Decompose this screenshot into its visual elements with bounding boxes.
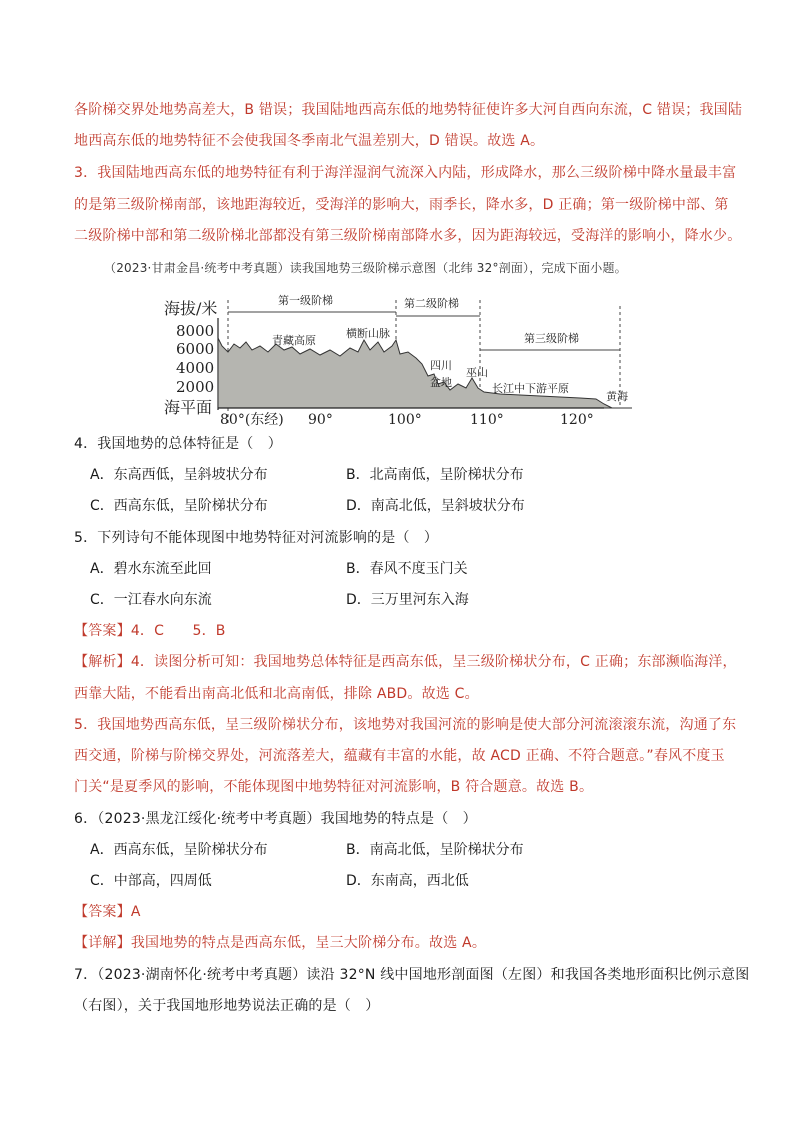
analysis-line: 西靠大陆，不能看出南高北低和北高南低，排除 ABD。故选 C。 bbox=[74, 686, 479, 702]
analysis-line: 5．我国地势西高东低，呈三级阶梯状分布，该地势对我国河流的影响是使大部分河流滚滚东流，沟通了东 bbox=[74, 717, 737, 733]
y-tick: 8000 bbox=[176, 322, 215, 340]
option-d: D．三万里河东入海 bbox=[346, 592, 469, 608]
analysis-line: 的是第三级阶梯南部，该地距海较近，受海洋的影响大，雨季长，降水多，D 正确；第一级阶梯中部、第 bbox=[74, 197, 729, 213]
question-stem: 5．下列诗句不能体现图中地势特征对河流影响的是（ ） bbox=[74, 530, 439, 546]
question-stem: 6．（2023·黑龙江绥化·统考中考真题）我国地势的特点是（ ） bbox=[74, 811, 477, 827]
place-label-hengduan: 横断山脉 bbox=[346, 327, 390, 340]
x-tick: 80°(东经) bbox=[220, 412, 284, 427]
y-tick: 4000 bbox=[176, 359, 215, 377]
option-d: D．南高北低，呈斜坡状分布 bbox=[346, 498, 525, 514]
place-label-sichuan: 四川 bbox=[430, 359, 452, 372]
y-axis-label: 海拔/米 bbox=[164, 299, 218, 318]
terrain-profile-figure bbox=[160, 292, 640, 427]
terrain-area bbox=[218, 338, 612, 408]
place-label-wushan: 巫山 bbox=[466, 366, 488, 379]
option-d: D．东南高，西北低 bbox=[346, 873, 469, 889]
analysis-line: 各阶梯交界处地势高差大，B 错误；我国陆地西高东低的地势特征使许多大河自西向东流，C 错误；我国陆 bbox=[74, 102, 743, 118]
y-tick: 6000 bbox=[176, 340, 215, 358]
option-c: C．中部高，四周低 bbox=[90, 873, 212, 889]
x-tick: 110° bbox=[470, 412, 504, 427]
option-b: B．春风不度玉门关 bbox=[346, 561, 468, 577]
question-stem: 7．（2023·湖南怀化·统考中考真题）读沿 32°N 线中国地形剖面图（左图）和我国各类地形面积比例示意图 bbox=[74, 967, 750, 983]
analysis-line: 西交通，阶梯与阶梯交界处，河流落差大，蕴藏有丰富的水能，故 ACD 正确、不符合题意。”春风不度玉 bbox=[74, 748, 725, 764]
option-a: A．碧水东流至此回 bbox=[90, 561, 212, 577]
analysis-line: 门关“是夏季风的影响，不能体现图中地势特征对河流影响，B 符合题意。故选 B。 bbox=[74, 779, 594, 795]
detail-line bbox=[74, 933, 486, 953]
step-label-3: 第三级阶梯 bbox=[524, 332, 579, 345]
x-tick: 90° bbox=[308, 412, 333, 427]
analysis-line: 二级阶梯中部和第二级阶梯北部都没有第三级阶梯南部降水多，因为距海较远，受海洋的影响小，降水少。 bbox=[74, 228, 742, 244]
terrain-profile-svg bbox=[160, 292, 640, 427]
question-stem-cont: （右图），关于我国地形地势说法正确的是（ ） bbox=[74, 998, 380, 1014]
answer-line bbox=[74, 621, 226, 641]
place-label-qingzang: 青藏高原 bbox=[272, 334, 316, 347]
step-label-1: 第一级阶梯 bbox=[278, 294, 333, 307]
place-label-pendi: 盆地 bbox=[430, 376, 452, 389]
analysis-line bbox=[74, 652, 737, 672]
option-a: A．西高东低，呈阶梯状分布 bbox=[90, 842, 268, 858]
answer-line bbox=[74, 902, 141, 922]
option-a: A．东高西低，呈斜坡状分布 bbox=[90, 467, 268, 483]
step-label-2: 第二级阶梯 bbox=[404, 297, 459, 310]
option-c: C．一江春水向东流 bbox=[90, 592, 212, 608]
option-b: B．南高北低，呈阶梯状分布 bbox=[346, 842, 524, 858]
answer-tag: 【答案】 bbox=[74, 623, 131, 639]
answer-text: A bbox=[130, 904, 141, 920]
analysis-text: 4．读图分析可知：我国地势总体特征是西高东低，呈三级阶梯状分布，C 正确；东部濒临海洋， bbox=[130, 654, 737, 670]
sea-level-label: 海平面 bbox=[164, 398, 213, 417]
analysis-line: 地西高东低的地势特征不会使我国冬季南北气温差别大，D 错误。故选 A。 bbox=[74, 133, 545, 149]
y-tick: 2000 bbox=[176, 378, 215, 396]
question-stem: 4．我国地势的总体特征是（ ） bbox=[74, 436, 282, 452]
analysis-tag: 【解析】 bbox=[74, 654, 131, 670]
place-label-changjiang: 长江中下游平原 bbox=[492, 382, 569, 395]
place-label-huanghai: 黄海 bbox=[606, 390, 628, 403]
detail-tag: 【详解】 bbox=[74, 935, 131, 951]
detail-text: 我国地势的特点是西高东低，呈三大阶梯分布。故选 A。 bbox=[130, 935, 487, 951]
answer-text: 4．C 5．B bbox=[130, 623, 226, 639]
answer-tag: 【答案】 bbox=[74, 904, 131, 920]
x-tick: 120° bbox=[560, 412, 594, 427]
x-tick: 100° bbox=[388, 412, 422, 427]
question-group-intro: （2023·甘肃金昌·统考中考真题）读我国地势三级阶梯示意图（北纬 32°剖面），完成下面小题。 bbox=[104, 261, 627, 275]
option-b: B．北高南低，呈阶梯状分布 bbox=[346, 467, 524, 483]
option-c: C．西高东低，呈阶梯状分布 bbox=[90, 498, 268, 514]
analysis-line: 3．我国陆地西高东低的地势特征有利于海洋湿润气流深入内陆，形成降水，那么三级阶梯中降水量最丰富 bbox=[74, 165, 737, 181]
